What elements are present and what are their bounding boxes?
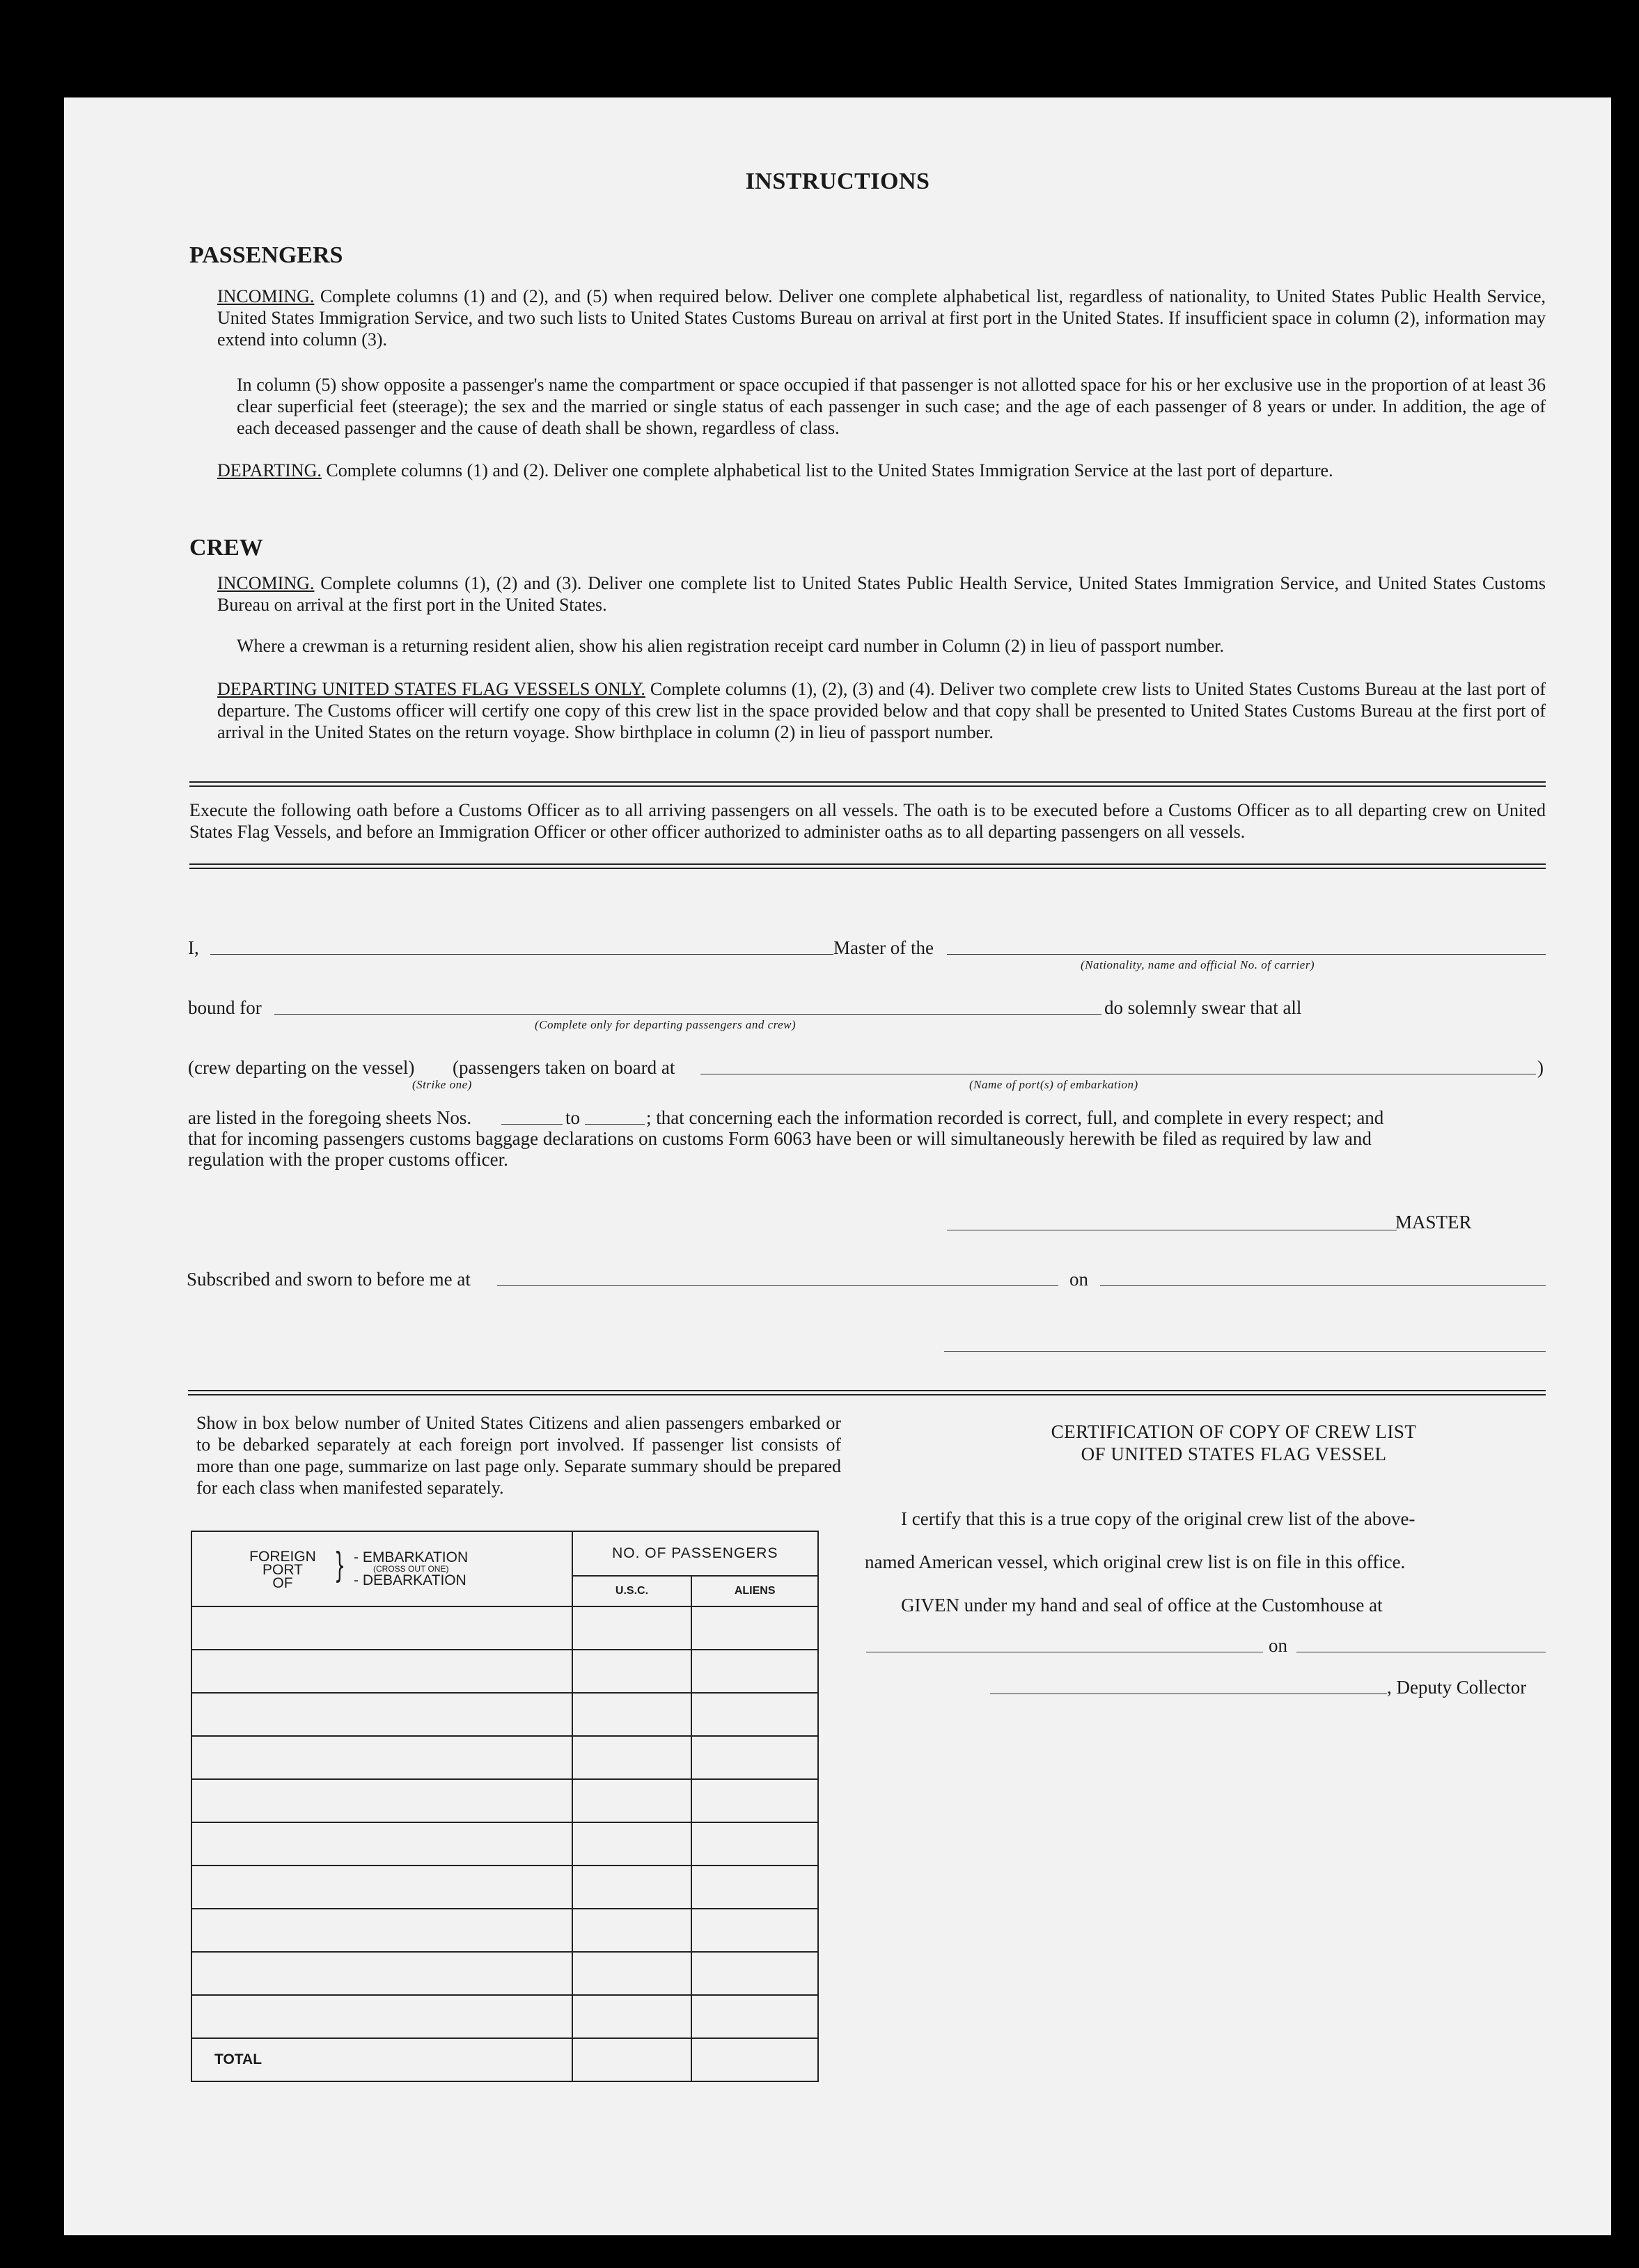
port-cell[interactable] <box>191 1909 572 1952</box>
usc-header: U.S.C. <box>572 1576 692 1606</box>
header-of: OF <box>272 1575 293 1591</box>
usc-cell[interactable] <box>572 1736 692 1779</box>
named-line: named American vessel, which original crew list is on file in this office. <box>865 1551 1406 1572</box>
no-passengers-header: NO. OF PASSENGERS <box>572 1531 818 1576</box>
deputy-collector-label: , Deputy Collector <box>1387 1677 1527 1698</box>
sheets-label: are listed in the foregoing sheets Nos. <box>188 1107 472 1128</box>
port-cell[interactable] <box>191 1650 572 1693</box>
cert-on-label: on <box>1269 1635 1287 1656</box>
subscribed-label: Subscribed and sworn to before me at <box>187 1269 471 1290</box>
aliens-cell[interactable] <box>691 1995 818 2038</box>
crew-incoming-paragraph <box>217 572 1546 616</box>
usc-cell[interactable] <box>572 1606 692 1650</box>
brace-icon: } <box>334 1545 345 1586</box>
sworn-date-field[interactable] <box>1100 1285 1546 1286</box>
passengers-incoming-label: INCOMING. <box>217 286 315 306</box>
aliens-cell[interactable] <box>691 1909 818 1952</box>
aliens-cell[interactable] <box>691 1779 818 1822</box>
port-cell[interactable] <box>191 1866 572 1909</box>
usc-cell[interactable] <box>572 1650 692 1693</box>
header-port: PORT <box>262 1562 303 1578</box>
sworn-place-field[interactable] <box>497 1285 1058 1286</box>
aliens-cell[interactable] <box>691 1866 818 1909</box>
certification-title-line2: OF UNITED STATES FLAG VESSEL <box>1081 1444 1387 1464</box>
crew-departing-text: Complete columns (1), (2), (3) and (4). Deliver two complete crew lists to United States Customs Bureau at the last port of departure. The Customs officer will certify one copy of this crew list in the space provided below and that copy shall be presented to United States Customs Bureau at the first port of arrival in the United States on the return voyage. Show birthplace in column (2) in lieu of passport number. <box>217 679 1546 742</box>
crew-departing-label: DEPARTING UNITED STATES FLAG VESSELS ONLY. <box>217 679 645 699</box>
crew-resident-paragraph: Where a crewman is a returning resident alien, show his alien registration receipt card number in Column (2) in lieu of passport number. <box>237 636 1225 656</box>
aliens-cell[interactable] <box>691 1606 818 1650</box>
total-label: TOTAL <box>191 2038 572 2081</box>
passengers-heading: PASSENGERS <box>189 242 343 268</box>
master-of-the-label: Master of the <box>833 937 934 958</box>
usc-cell[interactable] <box>572 1952 692 1995</box>
crew-heading: CREW <box>189 535 263 561</box>
port-cell[interactable] <box>191 1736 572 1779</box>
page-title: INSTRUCTIONS <box>745 169 930 194</box>
sheet-to-field[interactable] <box>585 1124 645 1125</box>
aliens-total-cell[interactable] <box>691 2038 818 2081</box>
port-header-cell <box>191 1531 572 1606</box>
sworn-on-label: on <box>1069 1269 1088 1290</box>
port-cell[interactable] <box>191 1606 572 1650</box>
divider <box>189 781 1546 783</box>
close-paren: ) <box>1537 1057 1544 1078</box>
crew-departing-option[interactable]: (crew departing on the vessel) <box>188 1057 415 1078</box>
given-line: GIVEN under my hand and seal of office at the Customhouse at <box>901 1595 1383 1616</box>
port-cell[interactable] <box>191 1952 572 1995</box>
divider <box>188 1394 1546 1395</box>
master-name-field[interactable] <box>210 954 893 955</box>
divider <box>189 863 1546 865</box>
port-cell[interactable] <box>191 1995 572 2038</box>
carrier-field[interactable] <box>947 954 1546 955</box>
aliens-cell[interactable] <box>691 1650 818 1693</box>
oath-instruction: Execute the following oath before a Customs Officer as to all arriving passengers on all vessels. The oath is to be executed before a Customs Officer as to all departing crew on United States Flag Vessels, and before an Immigration Officer or other officer authorized to administer oaths as to all departing passengers on all vessels. <box>189 800 1546 842</box>
certification-title <box>886 1421 1582 1465</box>
passengers-incoming-text: Complete columns (1) and (2), and (5) when required below. Deliver one complete alphabetical list, regardless of nationality, to United States Public Health Service, United States Immigration Service, and two such lists to United States Customs Bureau on arrival at first port in the United States. If insufficient space in column (2), information may extend into column (3). <box>217 286 1546 350</box>
sheet-from-field[interactable] <box>501 1124 563 1125</box>
usc-cell[interactable] <box>572 1866 692 1909</box>
crew-incoming-text: Complete columns (1), (2) and (3). Deliver one complete list to United States Public Health Service, United States Immigration Service, and United States Customs Bureau on arrival at the first port in the United States. <box>217 573 1546 615</box>
oath-line2: that for incoming passengers customs baggage declarations on customs Form 6063 have been or will simultaneously herewith be filed as required by law and <box>188 1128 1372 1149</box>
usc-total-cell[interactable] <box>572 2038 692 2081</box>
debarkation-option[interactable]: - DEBARKATION <box>354 1572 466 1588</box>
certification-title-line1: CERTIFICATION OF COPY OF CREW LIST <box>1051 1421 1417 1442</box>
port-cell[interactable] <box>191 1822 572 1866</box>
aliens-cell[interactable] <box>691 1693 818 1736</box>
bound-for-field[interactable] <box>274 1014 1173 1015</box>
oath-line3: regulation with the proper customs officer. <box>188 1149 508 1170</box>
strike-one-caption: (Strike one) <box>412 1078 472 1091</box>
divider <box>189 868 1546 869</box>
crew-incoming-label: INCOMING. <box>217 573 315 593</box>
bound-for-label: bound for <box>188 997 262 1018</box>
passengers-column5-paragraph: In column (5) show opposite a passenger's name the compartment or space occupied if that passenger is not allotted space for his or her exclusive use in the proportion of at least 36 clear superficial feet (steerage); the sex and the married or single status of each passenger in such case; and the age of each passenger of 8 years or under. In addition, the age of each deceased passenger and the cause of death shall be shown, regardless of class. <box>237 375 1546 438</box>
aliens-cell[interactable] <box>691 1952 818 1995</box>
ports-caption: (Name of port(s) of embarkation) <box>969 1078 1138 1091</box>
port-cell[interactable] <box>191 1779 572 1822</box>
usc-cell[interactable] <box>572 1693 692 1736</box>
passenger-summary-table <box>191 1531 819 2082</box>
port-cell[interactable] <box>191 1693 572 1736</box>
swear-label: do solemnly swear that all <box>1101 997 1304 1019</box>
summary-instruction: Show in box below number of United States Citizens and alien passengers embarked or to be debarked separately at each foreign port involved. If passenger list consists of more than one page, summarize on last page only. Separate summary should be prepared for each class when manifested separately. <box>196 1413 841 1498</box>
divider <box>188 1390 1546 1391</box>
usc-cell[interactable] <box>572 1779 692 1822</box>
passengers-departing-label: DEPARTING. <box>217 460 322 480</box>
embarkation-option[interactable]: - EMBARKATION <box>354 1549 469 1565</box>
usc-cell[interactable] <box>572 1822 692 1866</box>
carrier-caption: (Nationality, name and official No. of carrier) <box>1081 958 1315 971</box>
passengers-departing-text: Complete columns (1) and (2). Deliver one complete alphabetical list to the United States Immigration Service at the last port of departure. <box>321 460 1333 480</box>
crew-departing-paragraph <box>217 678 1546 743</box>
passengers-departing-paragraph <box>217 460 1546 481</box>
oath-line1-rest: ; that concerning each the information recorded is correct, full, and complete in every respect; and <box>646 1107 1384 1128</box>
aliens-cell[interactable] <box>691 1736 818 1779</box>
passengers-taken-option[interactable]: (passengers taken on board at <box>453 1057 675 1078</box>
form-page <box>64 97 1611 2235</box>
usc-cell[interactable] <box>572 1995 692 2038</box>
master-label: MASTER <box>1395 1212 1472 1233</box>
officer-signature-field[interactable] <box>944 1351 1546 1352</box>
aliens-cell[interactable] <box>691 1822 818 1866</box>
oath-i-label: I, <box>188 937 199 958</box>
header-foreign: FOREIGN <box>249 1549 316 1565</box>
aliens-header: ALIENS <box>691 1576 818 1606</box>
certify-line: I certify that this is a true copy of the original crew list of the above- <box>901 1508 1416 1529</box>
to-label: to <box>565 1107 581 1128</box>
usc-cell[interactable] <box>572 1909 692 1952</box>
cross-out-note: (CROSS OUT ONE) <box>373 1564 449 1574</box>
divider <box>189 785 1546 787</box>
passengers-incoming-paragraph <box>217 286 1546 350</box>
bound-for-caption: (Complete only for departing passengers and crew) <box>535 1018 797 1031</box>
